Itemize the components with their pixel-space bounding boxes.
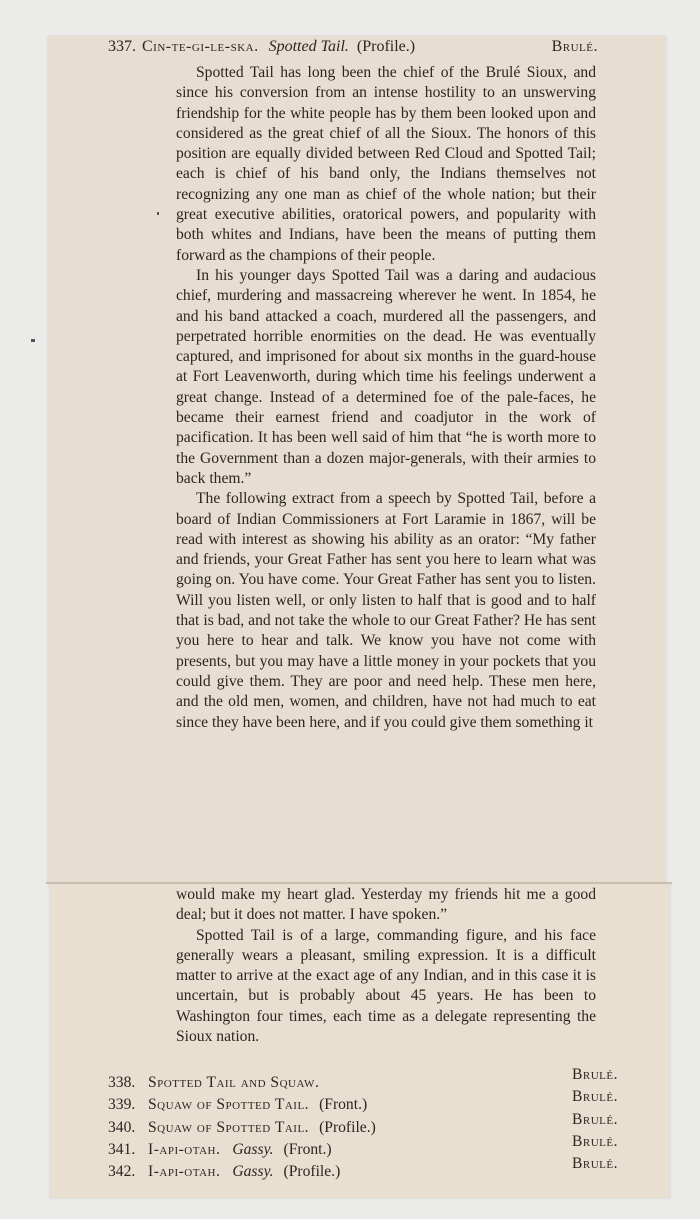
list-item-tribe: Brulé. <box>571 1155 618 1173</box>
entry-english-name: Spotted Tail. <box>268 38 349 55</box>
list-item-number: 338. <box>108 1074 136 1091</box>
entry-tribe: Brulé. <box>551 38 598 55</box>
list-item <box>108 1155 618 1185</box>
list-item-view: (Profile.) <box>319 1118 376 1136</box>
entry-native-name: Cin-te-gi-le-ska. <box>142 38 259 55</box>
list-item-title: I-api-otah. <box>148 1140 221 1158</box>
stray-mark <box>157 212 159 215</box>
list-item-number: 342. <box>108 1163 136 1181</box>
paragraph: Spotted Tail has long been the chief of the Brulé Sioux, and since his conversion from an intense hostility to an unswerving friendship for the white people has by them been looked upon and considered as the great chief of all the Sioux. The honors of this position are equally divided between Red Cloud and Spotted Tail; each is chief of his band only, the Indians themselves not recognizing any one man as chief of the whole nation; but their great executive abilities, oratorical powers, and popularity with both whites and Indians, have been the means of putting them forward as the champions of their people. <box>176 64 596 264</box>
list-item-title: I-api-otah. <box>148 1163 221 1181</box>
list-item-alias: Gassy. <box>232 1140 274 1158</box>
list-item-tribe: Brulé. <box>571 1066 618 1083</box>
list-item-tribe: Brulé. <box>571 1132 618 1150</box>
list-item-alias: Gassy. <box>232 1163 274 1181</box>
list-item-view: (Profile.) <box>283 1163 341 1181</box>
list-item <box>108 1066 618 1096</box>
entry-number: 337. <box>108 38 136 55</box>
top-text-column <box>176 63 596 733</box>
list-item <box>108 1110 618 1141</box>
paragraph: Spotted Tail is of a large, commanding figure, and his face generally wears a pleasant, smiling expression. It is a difficult matter to arrive at the exact age of any Indian, and in this case it is uncertain, but is probably about 45 years. He has been to Washington four times, each time as a delegate representing the Sioux nation. <box>176 926 596 1046</box>
entry-heading <box>108 38 598 56</box>
paragraph: In his younger days Spotted Tail was a daring and audacious chief, murdering and massacreing wherever he went. In 1854, he and his band attacked a coach, murdered all the passengers, and perpetrated horrible enormities on the dead. He was eventually captured, and imprisoned for about six months in the guard-house at Fort Leavenworth, during which time his feelings underwent a great change. Instead of a determined foe of the pale-faces, he became their earnest friend and coadjutor in the work of pacification. It has been well said of him that “he is worth more to the Government than a dozen major-generals, with their armies to back them.” <box>176 266 596 487</box>
list-item-number: 341. <box>108 1140 136 1158</box>
list-item-tribe: Brulé. <box>571 1088 618 1106</box>
clipping-seam <box>46 882 672 884</box>
list-item-title: Spotted Tail and Squaw. <box>148 1074 320 1091</box>
list-item-title: Squaw of Spotted Tail. <box>148 1096 310 1114</box>
paragraph: would make my heart glad. Yesterday my friends hit me a good deal; but it does not matter. I have spoken.” <box>176 886 596 924</box>
list-item-view: (Front.) <box>319 1096 368 1114</box>
entry-view: (Profile.) <box>356 38 416 55</box>
list-item <box>108 1132 618 1163</box>
stray-mark <box>31 339 35 342</box>
list-item <box>108 1088 618 1118</box>
list-item-number: 340. <box>108 1118 136 1136</box>
bottom-text-column <box>176 885 596 1047</box>
paragraph: The following extract from a speech by Spotted Tail, before a board of Indian Commissioners at Fort Laramie in 1867, will be read with interest as showing his ability as an orator: “My father and friends, your Great Father has sent you here to learn what was going on. You have come. Your Great Father has sent you to listen. Will you listen well, or only listen to half that is good and to half that is bad, and not take the whole to our Great Father? He has sent you here to hear and talk. We know you have not come with presents, but you may have a little money in your pockets that you could give them. They are poor and need help. These men here, and the old men, women, and children, have not had much to eat since they have been here, and if you could give them something it <box>176 490 596 731</box>
photo-list <box>108 1066 618 1185</box>
list-item-tribe: Brulé. <box>571 1110 618 1128</box>
list-item-title: Squaw of Spotted Tail. <box>148 1118 310 1136</box>
list-item-view: (Front.) <box>283 1140 332 1158</box>
list-item-number: 339. <box>108 1096 136 1114</box>
